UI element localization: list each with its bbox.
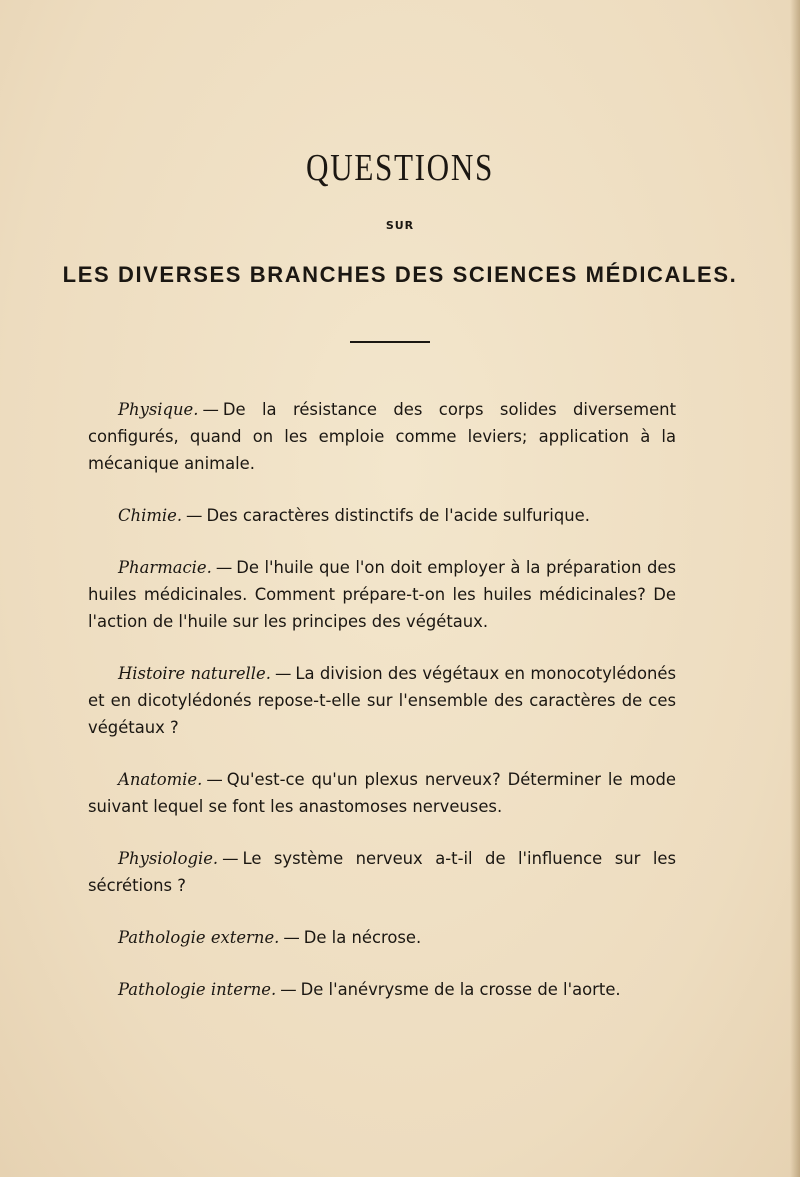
em-dash: — — [186, 506, 203, 525]
question-anatomie — [88, 766, 676, 820]
question-chimie — [88, 502, 676, 529]
question-text: De l'anévrysme de la crosse de l'aorte. — [300, 980, 621, 999]
question-text: De la résistance des corps solides diversement configurés, quand on les emploie comme leviers; application à la mécanique animale. — [88, 400, 676, 473]
question-pharmacie — [88, 554, 676, 635]
em-dash: — — [274, 664, 292, 683]
em-dash: — — [280, 980, 297, 999]
questions-list — [88, 396, 676, 1028]
page-subtitle: LES DIVERSES BRANCHES DES SCIENCES MÉDICALES. — [62, 262, 738, 287]
em-dash: — — [202, 400, 219, 419]
question-subject: Anatomie. — [118, 770, 203, 789]
title-connector: SUR — [385, 219, 415, 232]
em-dash: — — [222, 849, 239, 868]
question-subject: Physique. — [118, 400, 199, 419]
question-subject: Physiologie. — [118, 849, 219, 868]
question-text: La division des végétaux en monocotylédonés et en dicotylédonés repose-t-elle sur l'ensemble des caractères de ces végétaux ? — [88, 664, 676, 737]
em-dash: — — [206, 770, 223, 789]
question-subject: Pathologie interne. — [118, 980, 277, 999]
question-text: De l'huile que l'on doit employer à la préparation des huiles médicinales. Comment prépare-t-on les huiles médicinales? De l'action de l'huile sur les principes des végétaux. — [88, 558, 676, 631]
question-pathologie-interne — [88, 976, 676, 1003]
question-subject: Pharmacie. — [118, 558, 212, 577]
question-text: Des caractères distinctifs de l'acide sulfurique. — [206, 506, 590, 525]
question-subject: Histoire naturelle. — [118, 664, 271, 683]
page-title: QUESTIONS — [306, 147, 494, 189]
question-physiologie — [88, 845, 676, 899]
page-edge-shadow — [790, 0, 800, 1177]
separator-rule — [350, 341, 430, 343]
question-text: De la nécrose. — [303, 928, 422, 947]
em-dash: — — [283, 928, 300, 947]
question-histoire-naturelle — [88, 660, 676, 741]
question-text: Le système nerveux a-t-il de l'influence sur les sécrétions ? — [88, 849, 676, 895]
question-subject: Pathologie externe. — [118, 928, 280, 947]
question-subject: Chimie. — [118, 506, 183, 525]
em-dash: — — [215, 558, 233, 577]
question-pathologie-externe — [88, 924, 676, 951]
question-physique — [88, 396, 676, 477]
question-text: Qu'est-ce qu'un plexus nerveux? Déterminer le mode suivant lequel se font les anastomoses nerveuses. — [88, 770, 676, 816]
